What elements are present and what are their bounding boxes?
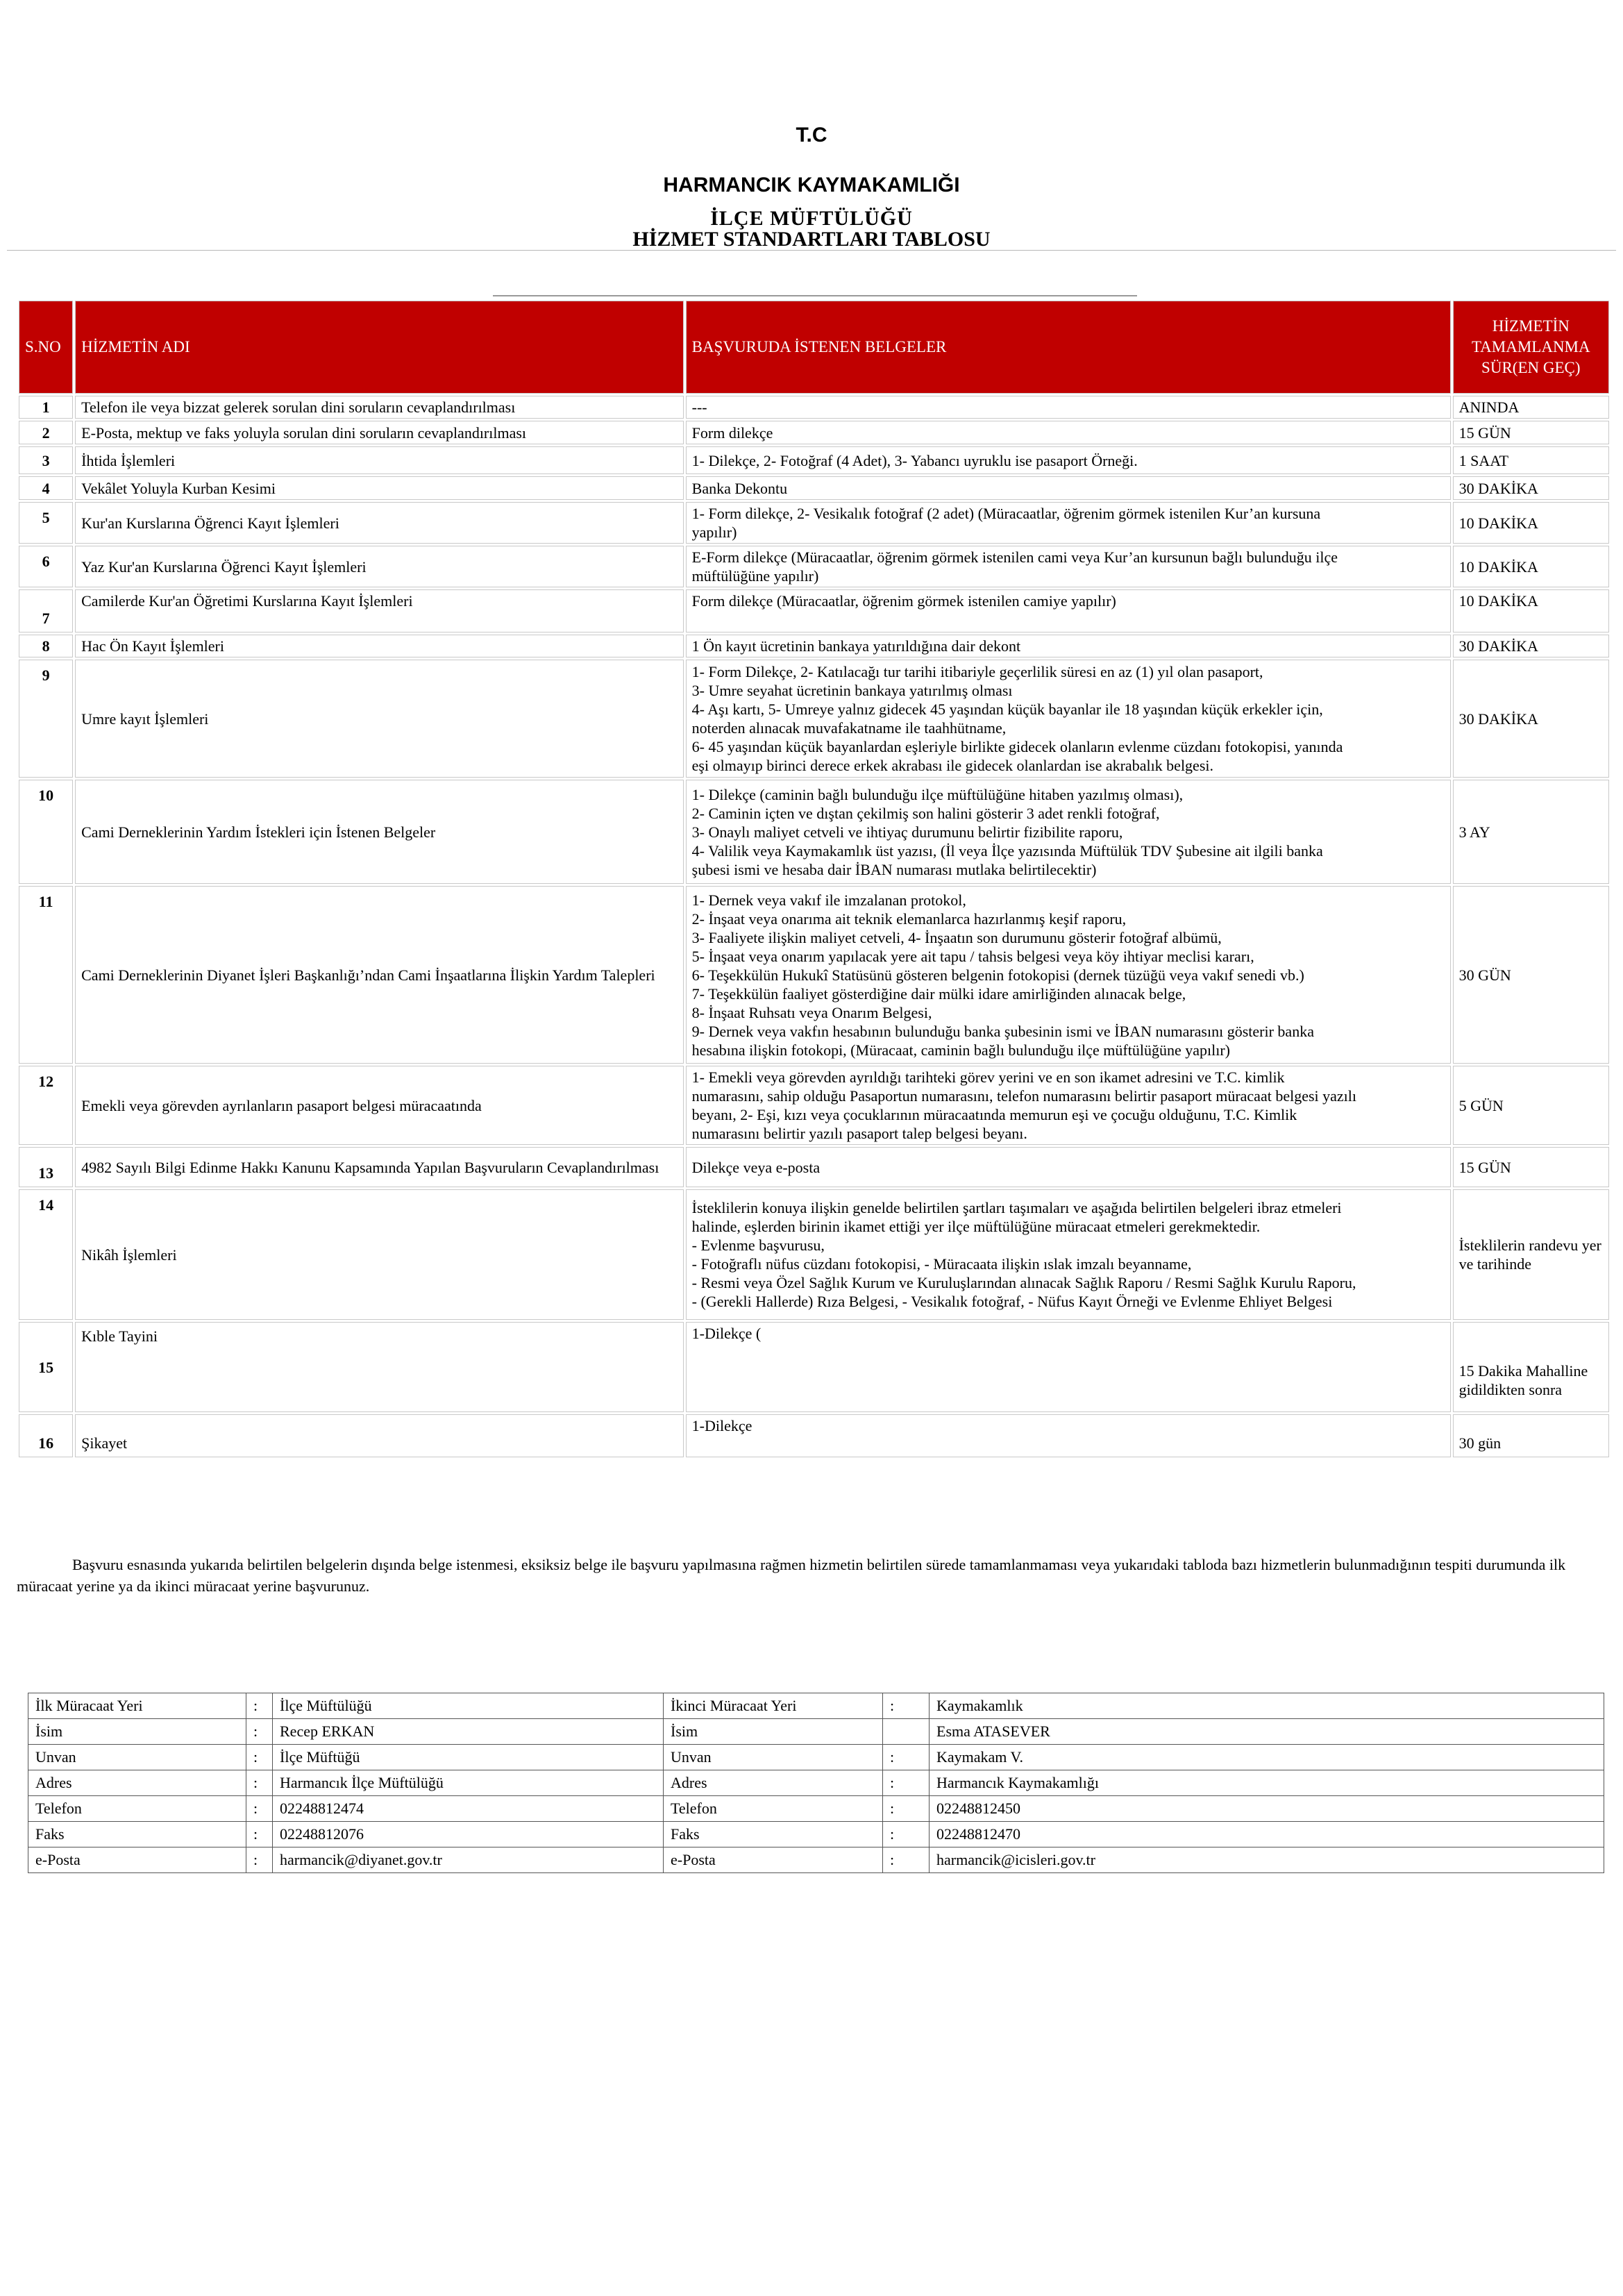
table-row [19,1189,1609,1320]
header-required-docs: BAŞVURUDA İSTENEN BELGELER [686,301,1451,394]
completion-time: 30 GÜN [1453,886,1609,1064]
header-duration [1453,301,1609,394]
contact-value: harmancik@icisleri.gov.tr [930,1847,1604,1873]
header-duration-line2: TAMAMLANMA [1471,338,1590,355]
table-row [19,1322,1609,1412]
separator: : [883,1847,930,1873]
row-number: 8 [19,635,73,657]
contact-label: İsim [28,1719,246,1745]
contact-label: İlk Müracaat Yeri [28,1693,246,1719]
contact-value: harmancik@diyanet.gov.tr [273,1847,664,1873]
table-row [19,1414,1609,1457]
table-row [19,476,1609,500]
required-documents [686,396,1451,419]
separator: : [883,1745,930,1770]
separator: : [246,1693,273,1719]
required-documents [686,502,1451,544]
contact-value: Harmancık Kaymakamlığı [930,1770,1604,1796]
document-line: 1- Dilekçe, 2- Fotoğraf (4 Adet), 3- Yabancı uyruklu ise pasaport Örneği. [691,451,1138,469]
service-name: Şikayet [75,1414,684,1457]
contact-row [28,1770,1604,1796]
document-line: 1-Dilekçe [691,1417,752,1434]
required-documents [686,1066,1451,1145]
header-duration-line1: HİZMETİN [1492,317,1570,335]
document-line: 4- Valilik veya Kaymakamlık üst yazısı, (İl veya İlçe yazısında Müftülük TDV Şubesine ait ilgili banka [691,841,1323,860]
separator: : [246,1770,273,1796]
row-number: 3 [19,446,73,474]
service-name: 4982 Sayılı Bilgi Edinme Hakkı Kanunu Kapsamında Yapılan Başvuruların Cevaplandırılması [75,1147,684,1187]
document-line: Form dilekçe (Müracaatlar, öğrenim görmek istenilen camiye yapılır) [691,592,1116,610]
contact-value: Kaymakamlık [930,1693,1604,1719]
row-number: 6 [19,546,73,587]
row-number: 16 [19,1414,73,1457]
service-name: E-Posta, mektup ve faks yoluyla sorulan dini soruların cevaplandırılması [75,421,684,444]
completion-time: İsteklilerin randevu yer ve tarihinde [1453,1189,1609,1320]
completion-time: ANINDA [1453,396,1609,419]
document-line: numarasını, sahip olduğu Pasaportun numarasını, telefon numarasını belirtir pasaport müracaat belgesi yazılı [691,1087,1356,1105]
separator: : [246,1719,273,1745]
separator: : [883,1796,930,1822]
required-documents [686,660,1451,778]
document-line: halinde, eşlerden birinin ikamet ettiği yer ilçe müftülüğüne müracaat etmeleri gerekmektedir. [691,1218,1261,1235]
document-line: 9- Dernek veya vakfın hesabının bulunduğu banka şubesinin ismi ve İBAN numarasını gösterir banka [691,1022,1314,1040]
document-line: 3- Onaylı maliyet cetveli ve ihtiyaç durumunu belirtir fizibilite raporu, [691,823,1123,841]
contact-label: Unvan [28,1745,246,1770]
divider [7,250,1616,251]
row-number: 9 [19,660,73,778]
service-name: Kur'an Kurslarına Öğrenci Kayıt İşlemleri [75,502,684,544]
document-line: beyanı, 2- Eşi, kızı veya çocuklarının müracaatında memurun eşi ve çocuğu olduğunu, T.C. Kimlik [691,1106,1297,1123]
document-line: eşi olmayıp birinci derece erkek akrabası ile gidecek olanlardan ise akrabalık belgesi. [691,757,1213,774]
document-line: şubesi ismi ve hesaba dair İBAN numarası mutlaka belirtilecektir) [691,860,1097,878]
table-row [19,446,1609,474]
document-line: 1- Form Dilekçe, 2- Katılacağı tur tarihi itibariyle geçerlilik süresi en az (1) yıl olan pasaport, [691,663,1263,680]
contact-row [28,1693,1604,1719]
row-number: 1 [19,396,73,419]
row-number: 7 [19,589,73,632]
table-row [19,396,1609,419]
completion-time: 15 GÜN [1453,421,1609,444]
required-documents [686,476,1451,500]
completion-time: 15 GÜN [1453,1147,1609,1187]
document-line: Form dilekçe [691,424,773,442]
document-line: 3- Faaliyete ilişkin maliyet cetveli, 4- İnşaatın son durumunu gösterir fotoğraf albümü, [691,928,1222,946]
completion-time: 10 DAKİKA [1453,502,1609,544]
document-line: 5- İnşaat veya onarım yapılacak yere ait tapu / tahsis belgesi veya köy ihtiyar meclisi kararı, [691,947,1254,965]
document-line: - Evlenme başvurusu, [691,1237,825,1254]
contact-row [28,1847,1604,1873]
contact-table [28,1693,1604,1873]
separator: : [883,1770,930,1796]
contact-value: İlçe Müftüğü [273,1745,664,1770]
document-line: 6- Teşekkülün Hukukî Statüsünü gösteren belgenin fotokopisi (dernek tüzüğü veya vakıf senedi vb.) [691,966,1304,984]
separator: : [883,1693,930,1719]
document-line: E-Form dilekçe (Müracaatlar, öğrenim görmek istenilen cami veya Kur’an kursunun bağlı bulunduğu ilçe [691,548,1338,566]
service-name: Cami Derneklerinin Diyanet İşleri Başkanlığı’ndan Cami İnşaatlarına İlişkin Yardım Talepleri [75,886,684,1064]
completion-time: 10 DAKİKA [1453,589,1609,632]
document-line: Banka Dekontu [691,479,788,497]
completion-time: 30 gün [1453,1414,1609,1457]
table-row [19,1066,1609,1145]
contact-value: 02248812474 [273,1796,664,1822]
required-documents [686,1414,1451,1457]
separator: : [246,1847,273,1873]
contact-value: Kaymakam V. [930,1745,1604,1770]
document-line: - Resmi veya Özel Sağlık Kurum ve Kuruluşlarından alınacak Sağlık Raporu / Resmi Sağlık Kurulu Raporu, [691,1274,1356,1291]
document-line: 2- Caminin içten ve dıştan çekilmiş son halini gösterir 3 adet renkli fotoğraf, [691,804,1160,822]
required-documents [686,1189,1451,1320]
contact-row [28,1822,1604,1847]
separator: : [883,1822,930,1847]
contact-label: Telefon [664,1796,883,1822]
required-documents [686,635,1451,657]
document-line: 2- İnşaat veya onarıma ait teknik elemanlarca hazırlanmış keşif raporu, [691,910,1127,928]
document-line: İsteklilerin konuya ilişkin genelde belirtilen şartları taşımaları ve aşağıda belirtilen belgeleri ibraz etmeleri [691,1199,1342,1216]
contact-label: İsim [664,1719,883,1745]
document-line: numarasını belirtir yazılı pasaport talep belgesi beyanı. [691,1125,1027,1142]
contact-value: 02248812450 [930,1796,1604,1822]
document-line: 4- Aşı kartı, 5- Umreye yalnız gidecek 45 yaşından küçük bayanlar ile 18 yaşından küçük erkekler için, [691,701,1323,718]
document-line: 8- İnşaat Ruhsatı veya Onarım Belgesi, [691,1003,932,1021]
completion-time: 1 SAAT [1453,446,1609,474]
service-name: Umre kayıt İşlemleri [75,660,684,778]
contact-label: Telefon [28,1796,246,1822]
service-standards-table [17,299,1611,1459]
table-row [19,421,1609,444]
row-number: 4 [19,476,73,500]
contact-row [28,1796,1604,1822]
service-name: İhtida İşlemleri [75,446,684,474]
table-row [19,886,1609,1064]
required-documents [686,421,1451,444]
contact-label: İkinci Müracaat Yeri [664,1693,883,1719]
completion-time: 3 AY [1453,780,1609,884]
completion-time: 30 DAKİKA [1453,635,1609,657]
document-line: 1- Dernek veya vakıf ile imzalanan protokol, [691,891,966,909]
required-documents [686,1322,1451,1412]
header-kaymakamlik: HARMANCIK KAYMAKAMLIĞI [663,174,960,196]
service-name: Kıble Tayini [75,1322,684,1412]
document-line: 1 Ön kayıt ücretinin bankaya yatırıldığına dair dekont [691,637,1021,655]
table-row [19,589,1609,632]
required-documents [686,1147,1451,1187]
document-line: - Fotoğraflı nüfus cüzdanı fotokopisi, - Müracaata ilişkin ıslak imzalı beyanname, [691,1255,1192,1273]
document-line: 6- 45 yaşından küçük bayanlardan eşleriyle birlikte gidecek olanların evlenme cüzdanı fotokopisi, yanında [691,738,1343,755]
required-documents [686,780,1451,884]
contact-row [28,1745,1604,1770]
row-number: 12 [19,1066,73,1145]
row-number: 14 [19,1189,73,1320]
contact-label: Unvan [664,1745,883,1770]
table-title: HİZMET STANDARTLARI TABLOSU [632,228,991,251]
table-row [19,1147,1609,1187]
separator: : [246,1745,273,1770]
table-row [19,780,1609,884]
service-name: Nikâh İşlemleri [75,1189,684,1320]
table-row [19,546,1609,587]
contact-label: Adres [664,1770,883,1796]
document-line: Dilekçe veya e-posta [691,1158,821,1176]
document-line: noterden alınacak muvafakatname ile taahhütname, [691,719,1007,737]
service-name: Cami Derneklerinin Yardım İstekleri için İstenen Belgeler [75,780,684,884]
table-row [19,635,1609,657]
document-line: 7- Teşekkülün faaliyet gösterdiğine dair mülki idare amirliğinden alınacak belge, [691,984,1186,1003]
contact-value: İlçe Müftülüğü [273,1693,664,1719]
footnote: Başvuru esnasında yukarıda belirtilen belgelerin dışında belge istenmesi, eksiksiz belge ile başvuru yapılmasına rağmen hizmetin belirtilen sürede tamamlanmaması veya yukarıdaki tabloda bazı hizmetlerin bulunmadığının tespiti durumunda ilk müracaat yerine ya da ikinci müracaat yerine başvurunuz. [17,1556,1566,1595]
contact-value: Esma ATASEVER [930,1719,1604,1745]
table-header-row [19,301,1609,394]
table-row [19,660,1609,778]
document-line: yapılır) [691,523,737,541]
completion-time: 15 Dakika Mahalline gidildikten sonra [1453,1322,1609,1412]
divider [493,295,1137,296]
document-line: - (Gerekli Hallerde) Rıza Belgesi, - Vesikalık fotoğraf, - Nüfus Kayıt Örneği ve Evlenme Ehliyet Belgesi [691,1293,1333,1310]
contact-label: Faks [28,1822,246,1847]
contact-row [28,1719,1604,1745]
contact-label: Faks [664,1822,883,1847]
contact-value: 02248812076 [273,1822,664,1847]
document-line: --- [691,399,707,416]
service-name: Yaz Kur'an Kurslarına Öğrenci Kayıt İşlemleri [75,546,684,587]
completion-time: 30 DAKİKA [1453,476,1609,500]
required-documents [686,589,1451,632]
required-documents [686,446,1451,474]
header-tc: T.C [796,124,827,146]
table-row [19,502,1609,544]
row-number: 10 [19,780,73,884]
row-number: 15 [19,1322,73,1412]
document-line: 1- Dilekçe (caminin bağlı bulunduğu ilçe müftülüğüne hitaben yazılmış olması), [691,785,1184,803]
document-line: müftülüğüne yapılır) [691,567,819,585]
header-duration-line3: SÜR(EN GEÇ) [1481,359,1581,376]
completion-time: 10 DAKİKA [1453,546,1609,587]
document-line: 1-Dilekçe ( [691,1325,762,1342]
contact-label: e-Posta [664,1847,883,1873]
row-number: 11 [19,886,73,1064]
row-number: 13 [19,1147,73,1187]
contact-label: e-Posta [28,1847,246,1873]
separator: : [246,1796,273,1822]
service-name: Telefon ile veya bizzat gelerek sorulan dini soruların cevaplandırılması [75,396,684,419]
document-line: 3- Umre seyahat ücretinin bankaya yatırılmış olması [691,682,1013,699]
service-name: Hac Ön Kayıt İşlemleri [75,635,684,657]
service-name: Emekli veya görevden ayrılanların pasaport belgesi müracaatında [75,1066,684,1145]
separator [883,1719,930,1745]
service-name: Camilerde Kur'an Öğretimi Kurslarına Kayıt İşlemleri [75,589,684,632]
completion-time: 5 GÜN [1453,1066,1609,1145]
header-sno: S.NO [19,301,73,394]
contact-value: Harmancık İlçe Müftülüğü [273,1770,664,1796]
row-number: 5 [19,502,73,544]
contact-value: 02248812470 [930,1822,1604,1847]
header-muftuluk: İLÇE MÜFTÜLÜĞÜ [710,207,913,230]
required-documents [686,886,1451,1064]
document-line: hesabına ilişkin fotokopi, (Müracaat, caminin bağlı bulunduğu ilçe müftülüğüne yapılır) [691,1041,1230,1059]
service-name: Vekâlet Yoluyla Kurban Kesimi [75,476,684,500]
contact-label: Adres [28,1770,246,1796]
document-line: 1- Form dilekçe, 2- Vesikalık fotoğraf (2 adet) (Müracaatlar, öğrenim görmek istenilen Kur’an kursuna [691,505,1321,522]
header-service-name: HİZMETİN ADI [75,301,684,394]
document-line: 1- Emekli veya görevden ayrıldığı tarihteki görev yerini ve en son ikamet adresini ve T.C. kimlik [691,1069,1285,1086]
required-documents [686,546,1451,587]
row-number: 2 [19,421,73,444]
separator: : [246,1822,273,1847]
completion-time: 30 DAKİKA [1453,660,1609,778]
contact-value: Recep ERKAN [273,1719,664,1745]
